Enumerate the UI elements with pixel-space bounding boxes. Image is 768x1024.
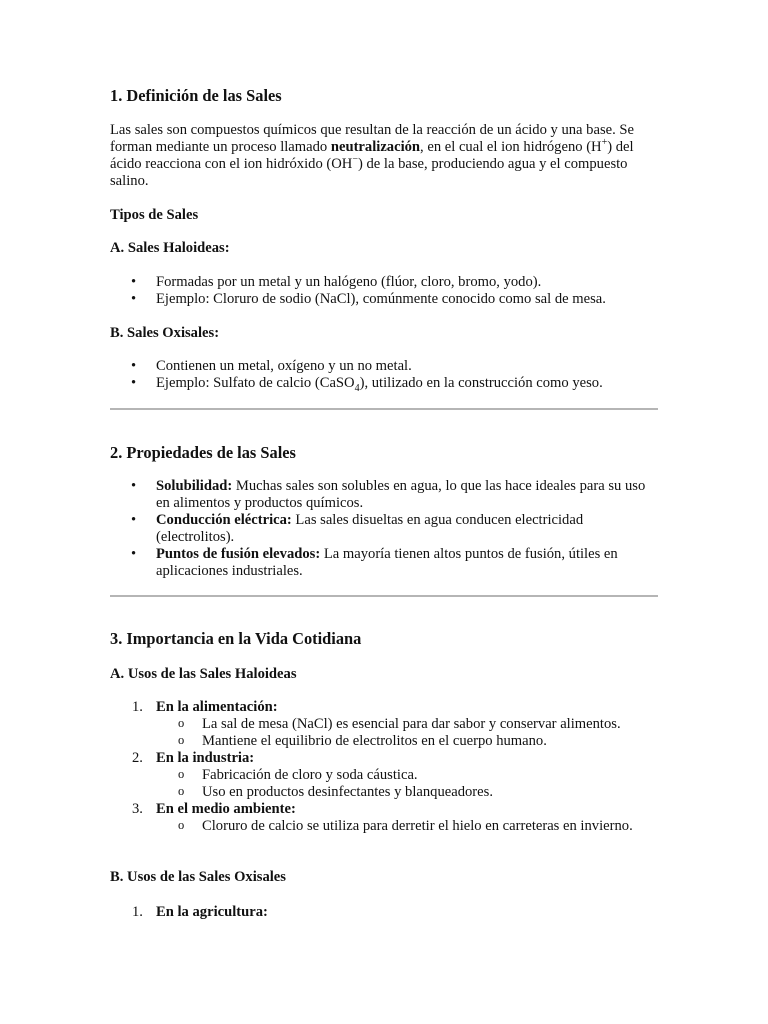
sub-list-item: o Uso en productos desinfectantes y blanqueadores.: [156, 784, 658, 801]
list-item: • Conducción eléctrica: Las sales disueltas en agua conducen electricidad (electrolitos).: [110, 512, 658, 546]
section-1-heading: 1. Definición de las Sales: [110, 86, 282, 105]
section-divider: [110, 408, 658, 410]
list-item: 3. En el medio ambiente: o Cloruro de calcio se utiliza para derretir el hielo en carreteras en invierno.: [110, 801, 658, 835]
section-1-intro: Las sales son compuestos químicos que resultan de la reacción de un ácido y una base. Se forman mediante un proceso llamado neutralización, en el cual el ion hidrógeno (H+) del ácido reacciona con el ion hidróxido (OH−) de la base, produciendo agua y el compuesto salino.: [110, 122, 635, 189]
list-item: 1. En la alimentación: o La sal de mesa (NaCl) es esencial para dar sabor y conservar alimentos. o Mantiene el equilibrio de electrolitos en el cuerpo humano.: [110, 699, 658, 750]
haloideas-subheading: A. Sales Haloideas:: [110, 240, 230, 256]
sub-list-item: o Mantiene el equilibrio de electrolitos en el cuerpo humano.: [156, 733, 658, 750]
usos-haloideas-subheading: A. Usos de las Sales Haloideas: [110, 666, 297, 682]
list-item: • Formadas por un metal y un halógeno (flúor, cloro, bromo, yodo).: [110, 274, 658, 291]
propiedades-list: [110, 478, 658, 580]
section-3-heading: 3. Importancia en la Vida Cotidiana: [110, 629, 362, 648]
section-divider: [110, 595, 658, 597]
usos-oxisales-subheading: B. Usos de las Sales Oxisales: [110, 869, 286, 885]
sub-list-item: o Fabricación de cloro y soda cáustica.: [156, 767, 658, 784]
sub-list-item: o La sal de mesa (NaCl) es esencial para dar sabor y conservar alimentos.: [156, 716, 658, 733]
sub-list-item: o Cloruro de calcio se utiliza para derretir el hielo en carreteras en invierno.: [156, 818, 658, 835]
oxisales-subheading: B. Sales Oxisales:: [110, 325, 220, 341]
list-item: 2. En la industria: o Fabricación de cloro y soda cáustica. o Uso en productos desinfectantes y blanqueadores.: [110, 750, 658, 801]
list-item: 1. En la agricultura:: [132, 904, 268, 920]
list-item: • Puntos de fusión elevados: La mayoría tienen altos puntos de fusión, útiles en aplicaciones industriales.: [110, 546, 658, 580]
oxisales-list: [110, 358, 658, 392]
usos-oxisales-list: [110, 904, 658, 921]
list-item: • Solubilidad: Muchas sales son solubles en agua, lo que las hace ideales para su uso en alimentos y productos químicos.: [110, 478, 658, 512]
neutralizacion-term: neutralización: [330, 139, 421, 155]
haloideas-list: [110, 274, 658, 308]
list-item: • Ejemplo: Cloruro de sodio (NaCl), comúnmente conocido como sal de mesa.: [110, 291, 658, 308]
usos-haloideas-list: [110, 699, 658, 835]
list-item: • Contienen un metal, oxígeno y un no metal.: [110, 358, 658, 375]
section-2-heading: 2. Propiedades de las Sales: [110, 443, 296, 462]
list-item: • Ejemplo: Sulfato de calcio (CaSO$_4$), utilizado en la construcción como yeso.: [110, 375, 658, 392]
tipos-subheading: Tipos de Sales: [110, 207, 199, 223]
